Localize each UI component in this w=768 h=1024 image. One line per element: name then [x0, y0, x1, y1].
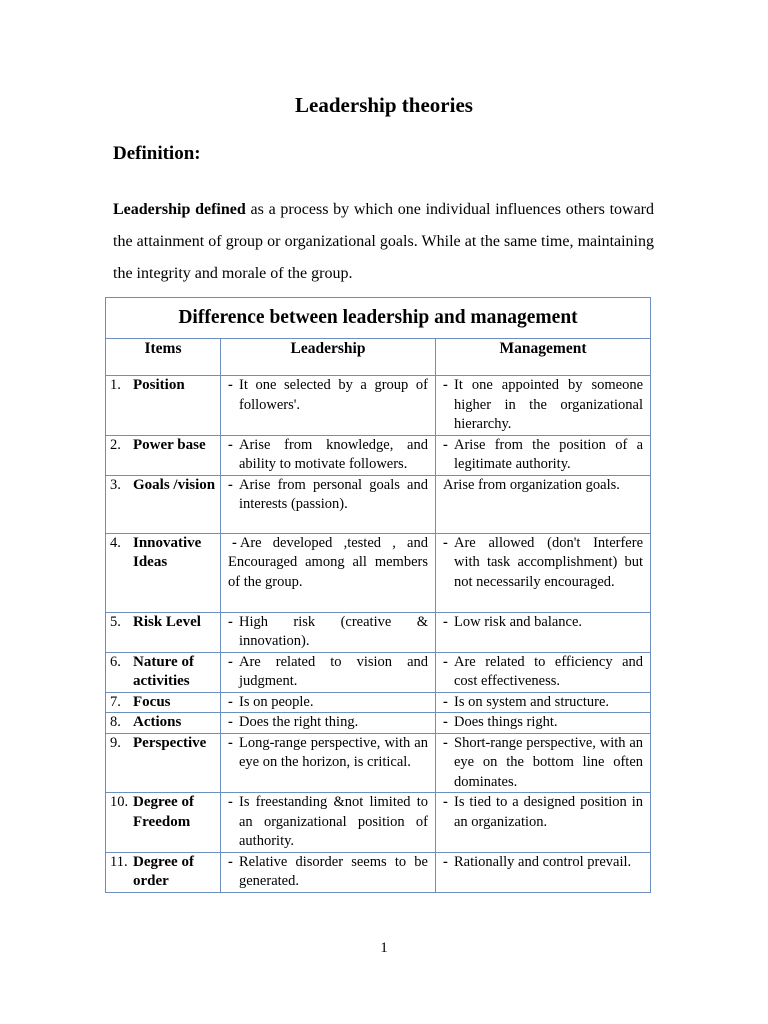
item-label: Power base — [133, 436, 206, 453]
table-row — [106, 612, 651, 652]
item-cell — [106, 435, 221, 475]
definition-heading: Definition: — [113, 143, 201, 164]
table-row — [106, 713, 651, 734]
leadership-cell: - It one selected by a group of followers'. — [221, 376, 436, 436]
management-text: Does things right. — [454, 714, 558, 730]
comparison-table — [105, 297, 651, 893]
item-cell — [106, 793, 221, 853]
leadership-cell: - Are related to vision and judgment. — [221, 652, 436, 692]
table-header-row — [106, 339, 651, 376]
table-row — [106, 852, 651, 892]
item-label: Actions — [133, 714, 182, 730]
leadership-cell: - Relative disorder seems to be generated. — [221, 852, 436, 892]
item-label: Goals /vision — [133, 476, 216, 493]
table-row — [106, 533, 651, 612]
management-text: Arise from the position of a legitimate authority. — [454, 436, 644, 472]
item-cell — [106, 733, 221, 793]
item-number: 4. — [110, 534, 121, 551]
table-row — [106, 652, 651, 692]
item-label: Perspective — [133, 734, 207, 751]
leadership-cell: - High risk (creative & innovation). — [221, 612, 436, 652]
item-label: Degree of Freedom — [133, 794, 194, 830]
item-cell — [106, 852, 221, 892]
leadership-text: Is on people. — [239, 693, 314, 710]
table-row — [106, 435, 651, 475]
leadership-text: Arise from personal goals and interests (passion). — [239, 476, 428, 512]
item-cell — [106, 533, 221, 612]
leadership-text: Are related to vision and judgment. — [239, 653, 428, 689]
item-number: 6. — [110, 653, 121, 670]
management-cell: - Is on system and structure. — [436, 692, 651, 713]
management-text: Are allowed (don't Interfere with task accomplishment) but not necessarily encouraged. — [454, 534, 644, 590]
item-number: 8. — [110, 714, 121, 730]
management-cell: - Low risk and balance. — [436, 612, 651, 652]
table-row — [106, 793, 651, 853]
leadership-text: Does the right thing. — [239, 714, 359, 730]
leadership-text: It one selected by a group of followers'. — [239, 377, 428, 413]
leadership-cell: - Does the right thing. — [221, 713, 436, 734]
header-items: Items — [106, 339, 221, 376]
leadership-cell: - Long-range perspective, with an eye on the horizon, is critical. — [221, 733, 436, 793]
management-text: Are related to efficiency and cost effectiveness. — [454, 653, 644, 689]
leadership-text: Long-range perspective, with an eye on the horizon, is critical. — [239, 734, 428, 770]
item-label: Focus — [133, 693, 171, 710]
item-number: 7. — [110, 693, 121, 710]
management-cell: - Rationally and control prevail. — [436, 852, 651, 892]
table-row — [106, 376, 651, 436]
management-cell: - It one appointed by someone higher in the organizational hierarchy. — [436, 376, 651, 436]
item-number: 9. — [110, 734, 121, 751]
management-cell: - Short-range perspective, with an eye on the bottom line often dominates. — [436, 733, 651, 793]
item-label: Risk Level — [133, 613, 201, 630]
leadership-cell: - Are developed ,tested , and Encouraged among all members of the group. — [221, 533, 436, 612]
header-management: Management — [436, 339, 651, 376]
table-row — [106, 475, 651, 533]
definition-paragraph — [113, 194, 654, 290]
management-text: Short-range perspective, with an eye on the bottom line often dominates. — [454, 734, 644, 790]
item-cell — [106, 713, 221, 734]
header-leadership: Leadership — [221, 339, 436, 376]
management-cell: - Are allowed (don't Interfere with task accomplishment) but not necessarily encouraged. — [436, 533, 651, 612]
item-number: 10. — [110, 794, 129, 810]
management-cell: - Are related to efficiency and cost effectiveness. — [436, 652, 651, 692]
item-cell — [106, 376, 221, 436]
item-number: 11. — [110, 853, 128, 870]
definition-text: as a process by which one individual influences others toward the attainment of group or organizational goals. While at the same time, maintaining the integrity and morale of the group. — [113, 201, 655, 282]
management-text: Is tied to a designed position in an organization. — [454, 794, 644, 830]
item-label: Nature of activities — [133, 653, 194, 689]
table-row — [106, 733, 651, 793]
management-text: Is on system and structure. — [454, 693, 610, 710]
definition-term: Leadership defined — [113, 201, 246, 218]
leadership-cell: - Is on people. — [221, 692, 436, 713]
leadership-text: Relative disorder seems to be generated. — [239, 853, 428, 889]
item-cell — [106, 652, 221, 692]
item-cell — [106, 475, 221, 533]
item-number: 3. — [110, 476, 121, 493]
management-cell: Arise from organization goals. — [436, 475, 651, 533]
item-number: 5. — [110, 613, 121, 630]
leadership-text: Is freestanding &not limited to an organizational position of authority. — [239, 794, 428, 849]
leadership-text: High risk (creative & innovation). — [239, 613, 428, 649]
leadership-text: Arise from knowledge, and ability to motivate followers. — [239, 436, 428, 472]
management-text: Rationally and control prevail. — [454, 853, 632, 870]
management-cell: - Arise from the position of a legitimate authority. — [436, 435, 651, 475]
item-label: Innovative Ideas — [133, 534, 202, 570]
item-cell — [106, 612, 221, 652]
table-row — [106, 692, 651, 713]
leadership-cell: - Arise from knowledge, and ability to motivate followers. — [221, 435, 436, 475]
item-label: Position — [133, 377, 185, 393]
page-title: Leadership theories — [295, 93, 473, 117]
management-text: Low risk and balance. — [454, 613, 583, 630]
item-number: 1. — [110, 377, 121, 393]
management-cell: - Does things right. — [436, 713, 651, 734]
management-cell: - Is tied to a designed position in an organization. — [436, 793, 651, 853]
item-number: 2. — [110, 436, 121, 453]
item-label: Degree of order — [133, 853, 194, 889]
leadership-text: Are developed ,tested , and Encouraged among all members of the group. — [228, 534, 428, 590]
management-text: It one appointed by someone higher in the organizational hierarchy. — [454, 377, 644, 432]
page-number: 1 — [380, 940, 388, 956]
leadership-cell: - Arise from personal goals and interests (passion). — [221, 475, 436, 533]
leadership-cell: - Is freestanding &not limited to an organizational position of authority. — [221, 793, 436, 853]
item-cell — [106, 692, 221, 713]
table-caption: Difference between leadership and management — [106, 298, 651, 339]
